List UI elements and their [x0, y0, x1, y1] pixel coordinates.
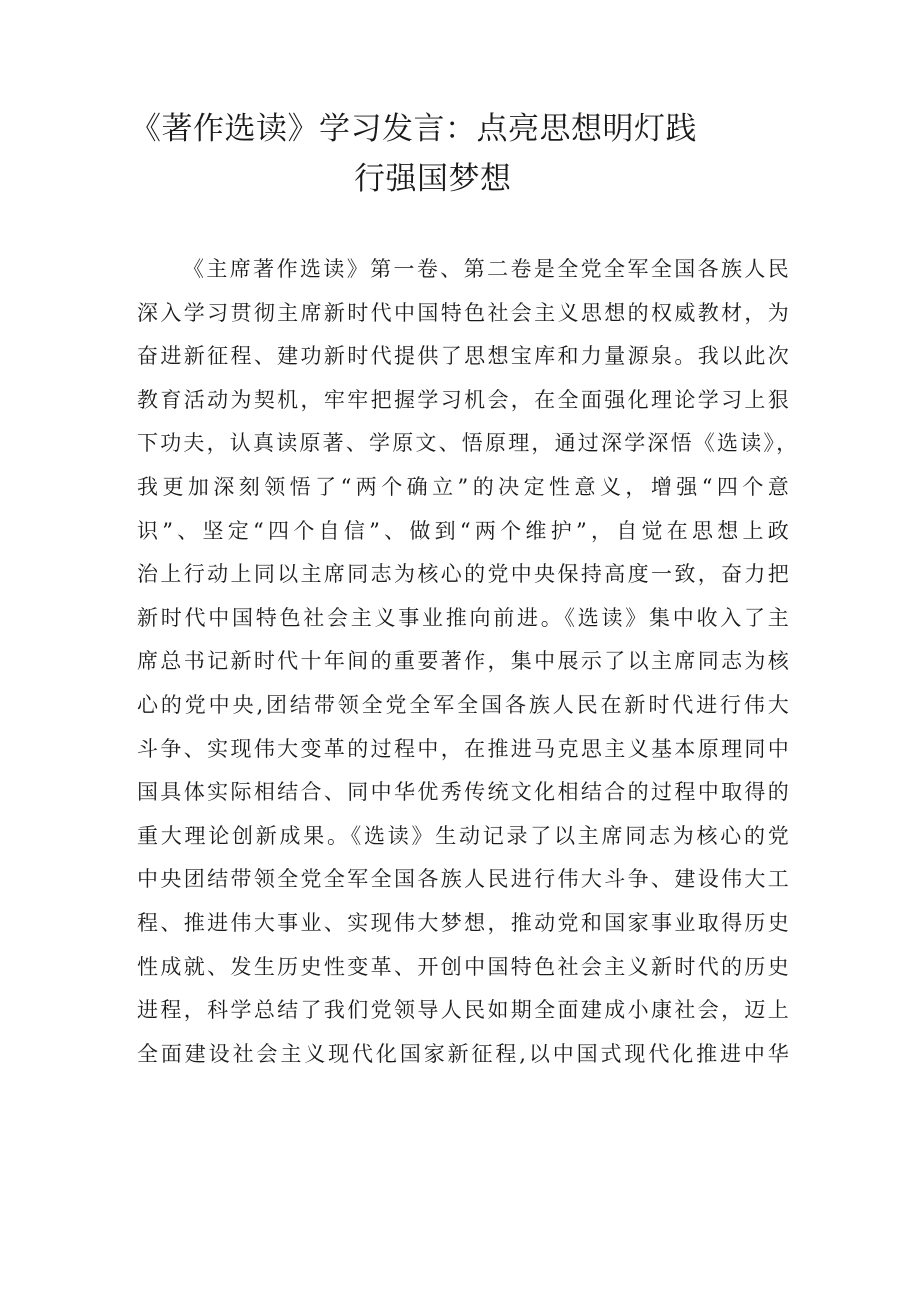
paragraph-line: 新时代中国特色社会主义事业推向前进。《选读》集中收入了主 — [137, 605, 791, 630]
paragraph-line: 席总书记新时代十年间的重要著作，集中展示了以主席同志为核 — [137, 649, 791, 674]
title-line-2: 行强国梦想 — [354, 161, 512, 197]
paragraph-line: 全面建设社会主义现代化国家新征程,以中国式现代化推进中华 — [137, 1041, 791, 1066]
paragraph-line: 性成就、发生历史性变革、开创中国特色社会主义新时代的历史 — [137, 954, 791, 979]
title-line-1: 《著作选读》学习发言：点亮思想明灯践 — [130, 111, 697, 147]
paragraph-line: 识”、坚定“四个自信”、做到“两个维护”，自觉在思想上政 — [137, 518, 791, 543]
paragraph-line: 治上行动上同以主席同志为核心的党中央保持高度一致，奋力把 — [137, 562, 791, 587]
paragraph-line: 下功夫，认真读原著、学原文、悟原理，通过深学深悟《选读》， — [137, 431, 800, 456]
paragraph-line: 程、推进伟大事业、实现伟大梦想，推动党和国家事业取得历史 — [137, 910, 791, 935]
paragraph-line: 《主席著作选读》第一卷、第二卷是全党全军全国各族人民 — [183, 257, 791, 281]
paragraph-line: 心的党中央,团结带领全党全军全国各族人民在新时代进行伟大 — [137, 692, 791, 717]
paragraph-line: 我更加深刻领悟了“两个确立”的决定性意义，增强“四个意 — [137, 474, 791, 499]
body-paragraph — [137, 248, 800, 1076]
paragraph-line: 斗争、实现伟大变革的过程中，在推进马克思主义基本原理同中 — [137, 736, 791, 761]
paragraph-line: 奋进新征程、建功新时代提供了思想宝库和力量源泉。我以此次 — [137, 344, 791, 369]
paragraph-line: 教育活动为契机，牢牢把握学习机会，在全面强化理论学习上狠 — [137, 387, 791, 412]
page-title — [130, 104, 810, 204]
paragraph-line: 进程，科学总结了我们党领导人民如期全面建成小康社会，迈上 — [137, 998, 791, 1023]
paragraph-line: 中央团结带领全党全军全国各族人民进行伟大斗争、建设伟大工 — [137, 867, 791, 892]
paragraph-line: 深入学习贯彻主席新时代中国特色社会主义思想的权威教材，为 — [137, 300, 791, 325]
paragraph-line: 重大理论创新成果。《选读》生动记录了以主席同志为核心的党 — [137, 823, 791, 848]
paragraph-line: 国具体实际相结合、同中华优秀传统文化相结合的过程中取得的 — [137, 780, 791, 805]
